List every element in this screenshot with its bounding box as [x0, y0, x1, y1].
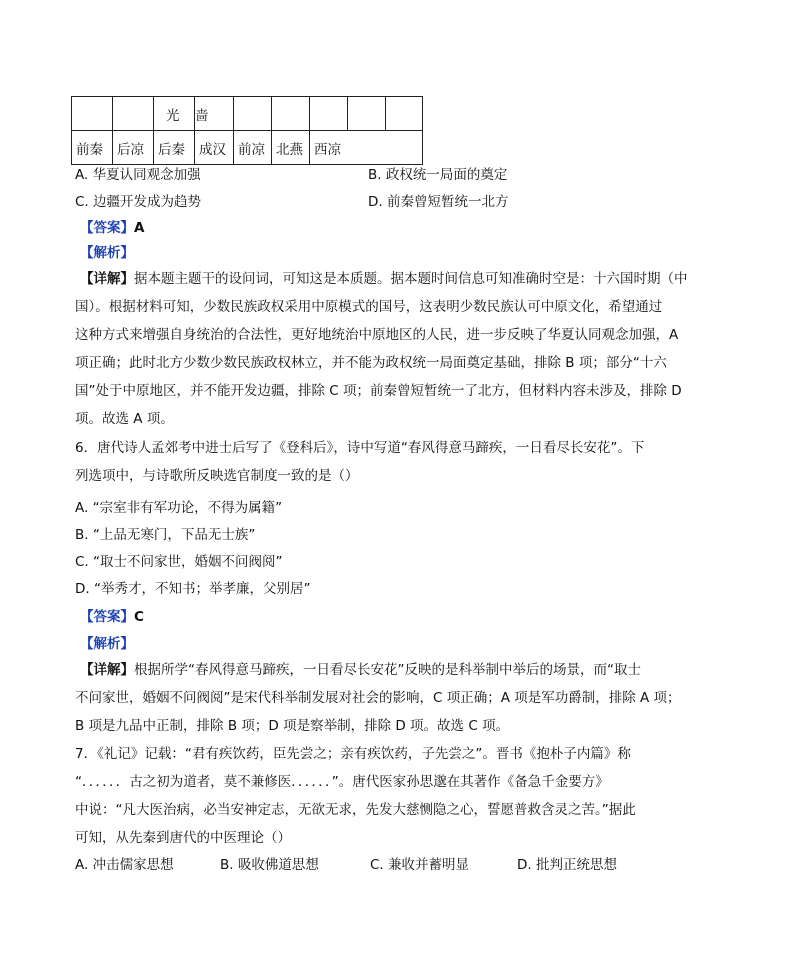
table-cell: 后秦 — [154, 131, 195, 165]
analysis-tag: 【解析】 — [80, 245, 134, 261]
answer-value: C — [134, 609, 144, 625]
q5-option-a: A. 华夏认同观念加强 — [75, 167, 201, 183]
q6-detail — [75, 656, 725, 740]
q7-option-c: C. 兼收并蓄明显 — [370, 857, 470, 873]
table-cell: 西凉 — [310, 131, 423, 165]
stem-line: 6．唐代诗人孟郊考中进士后写了《登科后》，诗中写道“春风得意马蹄疾，一日看尽长安花”。下 — [75, 440, 645, 456]
q7-option-a: A. 冲击儒家思想 — [75, 857, 174, 873]
table-cell — [386, 97, 423, 131]
regime-table — [71, 96, 423, 165]
answer-tag: 【答案】 — [80, 609, 134, 625]
table-row — [72, 97, 423, 131]
detail-line — [75, 265, 725, 293]
q6-answer — [80, 608, 144, 627]
table-row — [72, 131, 423, 165]
stem-line: 可知，从先秦到唐代的中医理论（） — [75, 830, 291, 846]
q5-detail — [75, 265, 725, 433]
q7-option-d: D. 批判正统思想 — [517, 857, 617, 873]
table-cell: 后凉 — [113, 131, 154, 165]
detail-line — [75, 656, 725, 684]
stem-line: 7．《礼记》记载：“君有疾饮药，臣先尝之；亲有疾饮药，子先尝之”。晋书《抱朴子内篇》称 — [75, 746, 631, 762]
q6-option-d: D. “举秀才，不知书；举孝廉，父别居” — [75, 581, 311, 597]
q5-option-b: B. 政权统一局面的奠定 — [368, 167, 508, 183]
detail-line: B 项是九品中正制，排除 B 项；D 项是察举制，排除 D 项。故选 C 项。 — [75, 718, 510, 734]
table-cell — [272, 97, 310, 131]
detail-line: 项。故选 A 项。 — [75, 411, 174, 427]
answer-value: A — [134, 220, 145, 236]
q6-stem — [75, 434, 725, 490]
stem-line: 中说：“凡大医治病，必当安神定志，无欲无求，先发大慈恻隐之心，誓愿普救含灵之苦。”据此 — [75, 802, 636, 818]
q6-option-a: A. “宗室非有军功论，不得为属籍” — [75, 500, 283, 516]
q5-option-c: C. 边疆开发成为趋势 — [75, 194, 202, 210]
detail-line: 国”处于中原地区，并不能开发边疆，排除 C 项；前秦曾短暂统一了北方，但材料内容未涉及，排除 D — [75, 383, 682, 399]
stem-line: 列选项中，与诗歌所反映选官制度一致的是（） — [75, 468, 359, 484]
detail-line: 这种方式来增强自身统治的合法性，更好地统治中原地区的人民，进一步反映了华夏认同观念加强，A — [75, 327, 679, 343]
table-cell: 成汉 — [195, 131, 234, 165]
table-cell: 前凉 — [234, 131, 272, 165]
table-cell — [113, 97, 154, 131]
table-cell — [310, 97, 348, 131]
detail-tag: 【详解】 — [80, 662, 134, 678]
q7-option-b: B. 吸收佛道思想 — [220, 857, 319, 873]
q6-option-c: C. “取士不问家世，婚姻不问阀阅” — [75, 554, 283, 570]
table-cell — [348, 97, 386, 131]
detail-text: 据本题主题干的设问词，可知这是本质题。据本题时间信息可知准确时空是：十六国时期（中 — [134, 271, 688, 287]
detail-line: 项正确；此时北方少数少数民族政权林立，并不能为政权统一局面奠定基础，排除 B 项；部分“十六 — [75, 355, 667, 371]
q5-option-d: D. 前秦曾短暂统一北方 — [368, 194, 509, 210]
detail-text: 根据所学“春风得意马蹄疾，一日看尽长安花”反映的是科举制中举后的场景，而“取士 — [134, 662, 641, 678]
q7-stem — [75, 740, 725, 852]
table-cell: 光 — [154, 97, 195, 131]
table-cell — [234, 97, 272, 131]
q6-option-b: B. “上品无寒门，下品无士族” — [75, 527, 256, 543]
table-cell: 北燕 — [272, 131, 310, 165]
q5-answer — [80, 219, 144, 238]
analysis-tag: 【解析】 — [80, 636, 134, 652]
q5-analysis-tag — [80, 244, 134, 263]
table-cell: 啬 — [195, 97, 234, 131]
detail-tag: 【详解】 — [80, 271, 134, 287]
answer-tag: 【答案】 — [80, 220, 134, 236]
stem-line: “．．．．．．古之初为道者，莫不兼修医．．．．．．”。唐代医家孙思邈在其著作《备急千金要方》 — [75, 774, 609, 790]
detail-line: 不问家世，婚姻不问阀阅”是宋代科举制发展对社会的影响，C 项正确；A 项是军功爵制，排除 A 项； — [75, 690, 681, 706]
detail-line: 国）。根据材料可知，少数民族政权采用中原模式的国号，这表明少数民族认可中原文化，希望通过 — [75, 299, 663, 315]
table-cell — [72, 97, 113, 131]
q6-analysis-tag — [80, 635, 134, 654]
table-cell: 前秦 — [72, 131, 113, 165]
